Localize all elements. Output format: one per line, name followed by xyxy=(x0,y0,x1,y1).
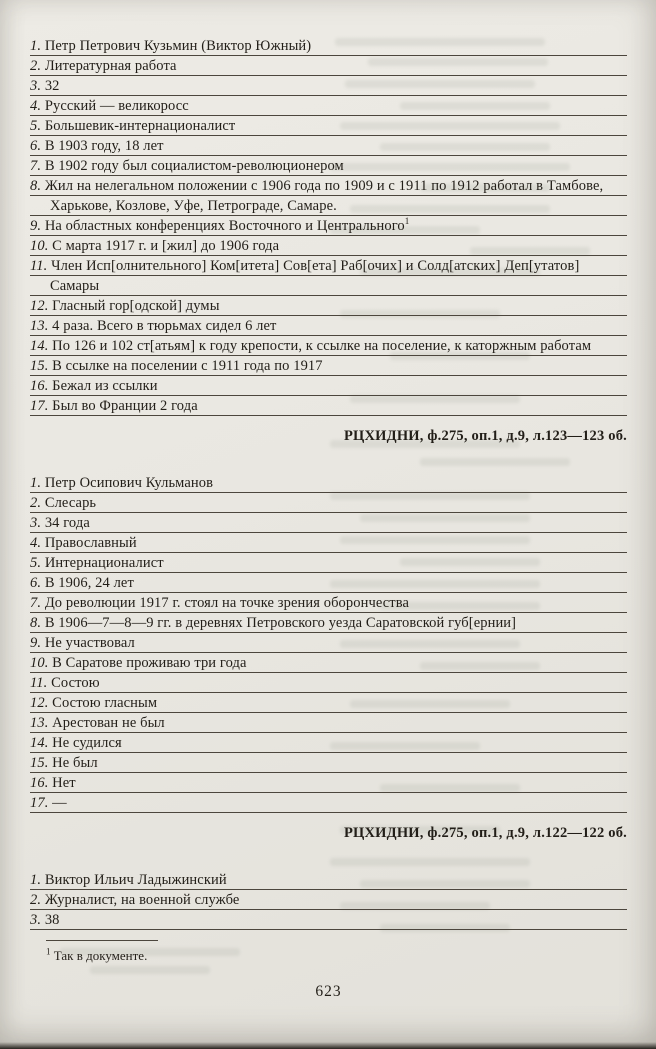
item-number: 3. xyxy=(30,912,42,928)
item-number: 5. xyxy=(30,118,42,134)
list-item xyxy=(30,793,627,813)
list-item xyxy=(30,156,627,176)
list-item xyxy=(30,713,627,733)
item-number: 3. xyxy=(30,515,42,531)
list-item xyxy=(30,653,627,673)
item-text: Нет xyxy=(52,775,76,791)
item-text: 34 года xyxy=(44,515,90,531)
item-text: Не судился xyxy=(52,735,122,751)
list-item xyxy=(30,493,627,513)
item-text: В 1906, 24 лет xyxy=(44,575,134,591)
list-item xyxy=(30,236,627,256)
item-text: Петр Осипович Кульманов xyxy=(44,475,214,491)
list-item xyxy=(30,890,627,910)
item-text: Арестован не был xyxy=(52,715,165,731)
item-number: 6. xyxy=(30,138,42,154)
item-number: 5. xyxy=(30,555,42,571)
sections-host xyxy=(30,36,627,930)
item-text: 32 xyxy=(44,78,60,94)
item-number: 2. xyxy=(30,495,42,511)
item-text: Большевик-интернационалист xyxy=(44,118,236,134)
item-text: Не был xyxy=(52,755,98,771)
questionnaire-section xyxy=(30,36,627,446)
item-number: 15. xyxy=(30,755,49,771)
list-item xyxy=(30,296,627,316)
item-text: В ссылке на поселении с 1911 года по 1917 xyxy=(52,358,323,374)
item-number: 13. xyxy=(30,318,49,334)
item-text: 38 xyxy=(44,912,60,928)
list-item xyxy=(30,753,627,773)
list-item xyxy=(30,870,627,890)
item-number: 7. xyxy=(30,595,42,611)
item-number: 7. xyxy=(30,158,42,174)
list-item xyxy=(30,96,627,116)
item-number: 1. xyxy=(30,475,42,491)
list-item xyxy=(30,910,627,930)
item-number: 8. xyxy=(30,178,42,194)
item-text: Литературная работа xyxy=(44,58,177,74)
list-item xyxy=(30,593,627,613)
questionnaire-section xyxy=(30,870,627,930)
list-item xyxy=(30,513,627,533)
item-text: В 1906—7—8—9 гг. в деревнях Петровского уезда Саратовской губ[ернии] xyxy=(44,615,517,631)
item-number: 13. xyxy=(30,715,49,731)
item-text: Состою гласным xyxy=(52,695,158,711)
footnote xyxy=(30,946,627,966)
list-item xyxy=(30,553,627,573)
item-text: Не участвовал xyxy=(44,635,135,651)
list-item xyxy=(30,396,627,416)
list-item xyxy=(30,56,627,76)
item-number: 17. xyxy=(30,398,49,414)
footnote-ref-marker: 1 xyxy=(404,216,410,227)
page-number: 623 xyxy=(315,983,342,1000)
item-number: 11. xyxy=(30,675,48,691)
item-text: На областных конференциях Восточного и Центрального xyxy=(44,218,405,234)
list-item xyxy=(30,473,627,493)
item-text: — xyxy=(52,795,67,811)
item-text: Состою xyxy=(51,675,100,691)
item-number: 9. xyxy=(30,218,42,234)
item-text: Жил на нелегальном положении с 1906 года по 1909 и с 1911 по 1912 работал в Тамбове, Харькове, Козлове, Уфе, Петрограде, Самаре. xyxy=(44,178,604,214)
item-text: Гласный гор[одской] думы xyxy=(52,298,220,314)
list-item xyxy=(30,356,627,376)
item-number: 9. xyxy=(30,635,42,651)
list-item xyxy=(30,533,627,553)
list-item xyxy=(30,693,627,713)
item-text: Слесарь xyxy=(44,495,97,511)
list-item xyxy=(30,376,627,396)
list-item xyxy=(30,76,627,96)
list-item xyxy=(30,136,627,156)
item-number: 2. xyxy=(30,58,42,74)
item-number: 12. xyxy=(30,298,49,314)
item-number: 16. xyxy=(30,775,49,791)
item-text: До революции 1917 г. стоял на точке зрения оборончества xyxy=(44,595,410,611)
list-item xyxy=(30,36,627,56)
item-number: 1. xyxy=(30,38,42,54)
list-item xyxy=(30,573,627,593)
list-item xyxy=(30,773,627,793)
item-number: 3. xyxy=(30,78,42,94)
item-text: Журналист, на военной службе xyxy=(44,892,240,908)
archive-reference: РЦХИДНИ, ф.275, оп.1, д.9, л.123—123 об. xyxy=(343,428,627,444)
item-text: Русский — великоросс xyxy=(44,98,189,114)
list-item xyxy=(30,336,627,356)
footnote-area xyxy=(30,940,627,966)
item-number: 1. xyxy=(30,872,42,888)
list-item xyxy=(30,633,627,653)
item-text: В Саратове проживаю три года xyxy=(52,655,247,671)
list-item xyxy=(30,733,627,753)
item-number: 17. xyxy=(30,795,49,811)
item-number: 4. xyxy=(30,98,42,114)
item-number: 16. xyxy=(30,378,49,394)
item-number: 15. xyxy=(30,358,49,374)
item-text: Был во Франции 2 года xyxy=(52,398,198,414)
questionnaire-section xyxy=(30,473,627,843)
item-number: 8. xyxy=(30,615,42,631)
item-text: Интернационалист xyxy=(44,555,164,571)
list-item xyxy=(30,256,627,296)
item-number: 14. xyxy=(30,735,49,751)
item-text: Член Исп[олнительного] Ком[итета] Сов[ета] Раб[очих] и Солд[атских] Деп[утатов] Самары xyxy=(50,258,580,294)
item-number: 2. xyxy=(30,892,42,908)
item-number: 11. xyxy=(30,258,48,274)
item-text: С марта 1917 г. и [жил] до 1906 года xyxy=(52,238,280,254)
item-number: 12. xyxy=(30,695,49,711)
item-text: Петр Петрович Кузьмин (Виктор Южный) xyxy=(44,38,312,54)
list-item xyxy=(30,176,627,216)
list-item xyxy=(30,116,627,136)
item-text: В 1903 году, 18 лет xyxy=(44,138,164,154)
archive-reference: РЦХИДНИ, ф.275, оп.1, д.9, л.122—122 об. xyxy=(343,825,627,841)
footnote-marker: 1 xyxy=(46,946,51,957)
footnote-separator xyxy=(46,940,158,941)
item-number: 14. xyxy=(30,338,49,354)
item-number: 10. xyxy=(30,655,49,671)
list-item xyxy=(30,673,627,693)
item-text: Православный xyxy=(44,535,137,551)
list-item xyxy=(30,216,627,236)
item-text: Бежал из ссылки xyxy=(52,378,158,394)
item-text: 4 раза. Всего в тюрьмах сидел 6 лет xyxy=(52,318,277,334)
list-item xyxy=(30,316,627,336)
item-number: 4. xyxy=(30,535,42,551)
item-number: 6. xyxy=(30,575,42,591)
item-number: 10. xyxy=(30,238,49,254)
item-text: Виктор Ильич Ладыжинский xyxy=(44,872,227,888)
item-text: В 1902 году был социалистом-революционером xyxy=(44,158,344,174)
list-item xyxy=(30,613,627,633)
footnote-text: Так в документе. xyxy=(53,948,148,963)
item-text: По 126 и 102 ст[атьям] к году крепости, к ссылке на поселение, к каторжным работам xyxy=(52,338,592,354)
